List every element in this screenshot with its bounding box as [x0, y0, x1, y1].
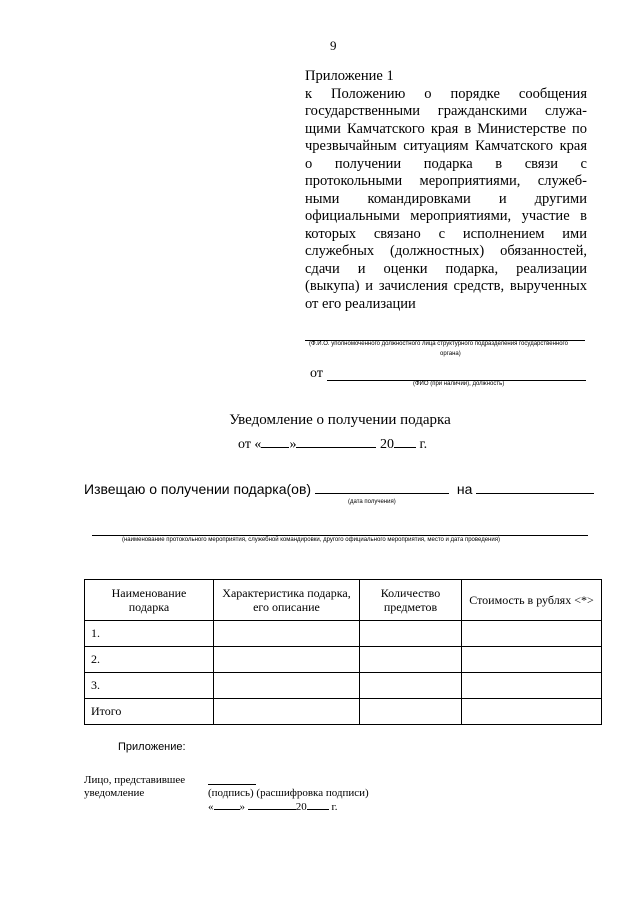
signature-caption: (подпись) (расшифровка подписи) — [208, 787, 369, 799]
report-line — [84, 481, 594, 497]
table-cell[interactable] — [214, 647, 360, 673]
date-suffix: г. — [419, 437, 428, 452]
table-cell[interactable] — [462, 699, 602, 725]
header-quantity: Количество предметов — [360, 580, 462, 621]
table-cell[interactable] — [462, 673, 602, 699]
sig-year: 20 — [295, 801, 307, 813]
appendix-title: Приложение 1 — [305, 68, 394, 84]
row-label: 1. — [85, 621, 214, 647]
row-label: 2. — [85, 647, 214, 673]
sig-day-field[interactable] — [214, 801, 240, 810]
table-cell[interactable] — [214, 673, 360, 699]
report-text: Извещаю о получении подарка(ов) — [84, 481, 312, 497]
table-cell[interactable] — [462, 621, 602, 647]
header-gift-name: Наименование подарка — [85, 580, 214, 621]
table-cell[interactable] — [462, 647, 602, 673]
table-row — [85, 673, 602, 699]
attachment-label: Приложение: — [118, 741, 186, 753]
table-row — [85, 647, 602, 673]
page-number: 9 — [330, 38, 337, 53]
table-cell[interactable] — [214, 699, 360, 725]
appendix-block — [305, 68, 587, 313]
signature-date-line — [208, 801, 338, 813]
gift-table — [84, 579, 602, 725]
table-cell[interactable] — [360, 621, 462, 647]
appendix-text: к Положению о порядке сообщения государственными гражданскими служа-щими Камчатского края в Министерстве по чрезвычайным ситуациям Камчатского края о получении подарка в связи с протокольными мероприятиями, служеб-ными командировками и другими официальными мероприятиями, участие в которых связано с исполнением ими служебных (должностных) обязанностей, сдачи и оценки подарка, реализации (выкупа) и зачисления средств, вырученных от его реализации — [305, 85, 587, 312]
row-label: Итого — [85, 699, 214, 725]
receipt-date-field[interactable] — [315, 482, 449, 494]
official-caption-2: органа) — [440, 351, 461, 357]
person-line-2: уведомление — [84, 787, 145, 799]
day-field[interactable] — [261, 437, 289, 448]
event-line[interactable] — [92, 535, 588, 536]
sig-date-open: « — [208, 801, 214, 813]
signature-line[interactable] — [208, 784, 256, 785]
sig-date-close: » — [239, 801, 245, 813]
table-cell[interactable] — [360, 673, 462, 699]
from-label: от — [310, 366, 323, 381]
sig-year-field[interactable] — [307, 801, 329, 810]
event-field-short[interactable] — [476, 482, 594, 494]
table-row — [85, 699, 602, 725]
notice-title: Уведомление о получении подарка — [229, 412, 451, 428]
date-prefix: от « — [238, 437, 262, 452]
month-field[interactable] — [296, 437, 376, 448]
notice-date-line — [238, 437, 427, 453]
year-field[interactable] — [394, 437, 416, 448]
on-label: на — [456, 481, 473, 497]
row-label: 3. — [85, 673, 214, 699]
table-header-row — [85, 580, 602, 621]
header-cost: Стоимость в рублях <*> — [462, 580, 602, 621]
table-cell[interactable] — [214, 621, 360, 647]
sig-year-suffix: г. — [331, 801, 338, 813]
official-caption-1: (Ф.И.О. уполномоченного должностного лица структурного подразделения государственного — [309, 341, 568, 347]
person-line-1: Лицо, представившее — [84, 774, 186, 786]
header-gift-description: Характеристика подарка, его описание — [214, 580, 360, 621]
date-mid: » — [289, 437, 297, 452]
date-year: 20 — [379, 437, 394, 452]
from-caption: (ФИО (при наличии), должность) — [413, 381, 505, 387]
receipt-date-caption: (дата получения) — [348, 499, 396, 505]
sig-month-field[interactable] — [248, 801, 296, 810]
table-cell[interactable] — [360, 647, 462, 673]
event-caption: (наименование протокольного мероприятия, служебной командировки, другого официального мероприятия, место и дата проведения) — [122, 537, 500, 543]
table-row — [85, 621, 602, 647]
table-cell[interactable] — [360, 699, 462, 725]
